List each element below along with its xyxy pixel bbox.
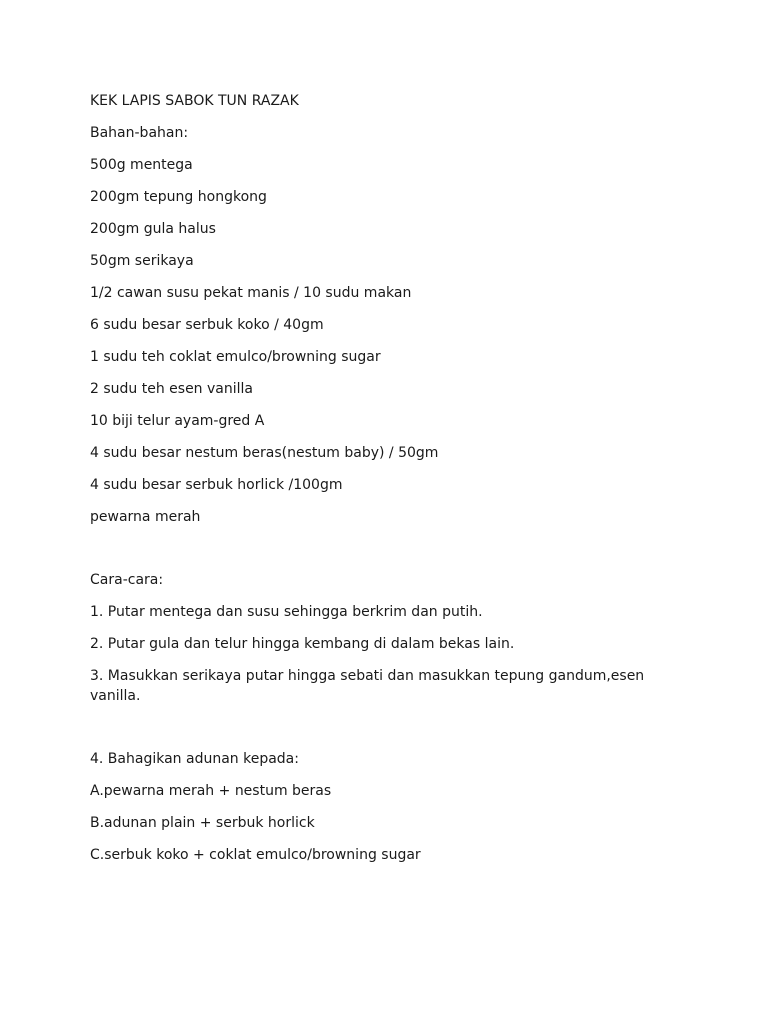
ingredient-item: 6 sudu besar serbuk koko / 40gm (90, 317, 324, 333)
method-step: 3. Masukkan serikaya putar hingga sebati dan masukkan tepung gandum,esen vanilla. (90, 668, 645, 704)
step4-item: C.serbuk koko + coklat emulco/browning sugar (90, 847, 421, 863)
method-step: 1. Putar mentega dan susu sehingga berkrim dan putih. (90, 604, 483, 620)
ingredient-item: 4 sudu besar serbuk horlick /100gm (90, 477, 343, 493)
recipe-title: KEK LAPIS SABOK TUN RAZAK (90, 93, 299, 109)
step4-heading: 4. Bahagikan adunan kepada: (90, 751, 299, 767)
recipe-text (90, 91, 670, 877)
ingredient-item: 4 sudu besar nestum beras(nestum baby) / 50gm (90, 445, 439, 461)
step4-item: B.adunan plain + serbuk horlick (90, 815, 315, 831)
ingredient-item: pewarna merah (90, 509, 201, 525)
ingredient-item: 50gm serikaya (90, 253, 194, 269)
ingredient-item: 500g mentega (90, 157, 193, 173)
ingredient-item: 2 sudu teh esen vanilla (90, 381, 253, 397)
ingredient-item: 1/2 cawan susu pekat manis / 10 sudu makan (90, 285, 412, 301)
ingredient-item: 200gm tepung hongkong (90, 189, 267, 205)
ingredient-item: 1 sudu teh coklat emulco/browning sugar (90, 349, 381, 365)
method-step: 2. Putar gula dan telur hingga kembang di dalam bekas lain. (90, 636, 515, 652)
ingredient-item: 10 biji telur ayam-gred A (90, 413, 265, 429)
ingredient-item: 200gm gula halus (90, 221, 216, 237)
step4-item: A.pewarna merah + nestum beras (90, 783, 332, 799)
method-heading: Cara-cara: (90, 572, 164, 588)
ingredients-heading: Bahan-bahan: (90, 125, 189, 141)
